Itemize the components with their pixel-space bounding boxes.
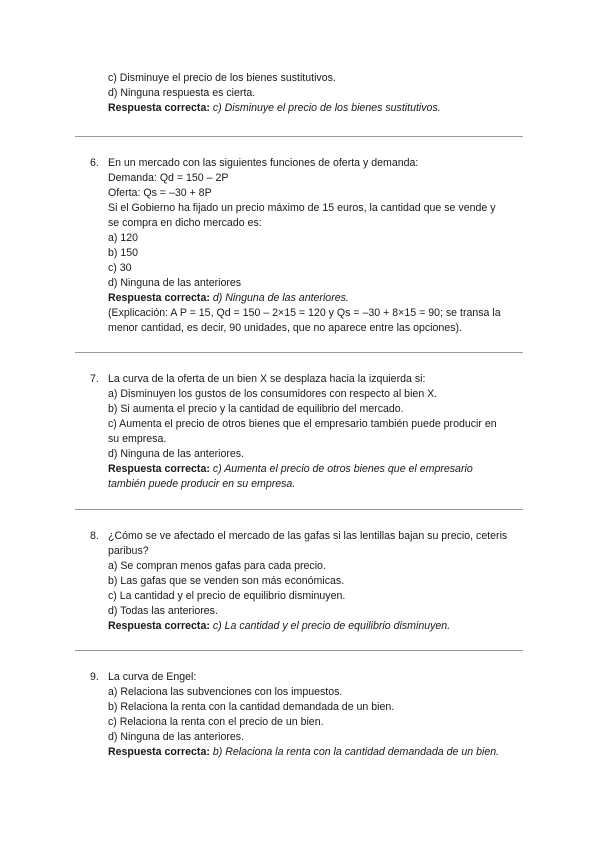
answer-text-cont: [108, 477, 295, 491]
answer-text: c) Aumenta el precio de otros bienes que el empresario: [212, 463, 473, 475]
answer-text: b) Relaciona la renta con la cantidad demandada de un bien.: [212, 746, 500, 758]
divider: [75, 650, 523, 651]
answer-text: también puede producir en su empresa.: [108, 478, 296, 490]
answer-text: c) Disminuye el precio de los bienes sustitutivos.: [212, 102, 441, 114]
question-stem-cont: paribus?: [108, 545, 149, 557]
demand-function: Demanda: Qd = 150 – 2P: [108, 172, 229, 184]
option-c: c) Disminuye el precio de los bienes sustitutivos.: [108, 72, 336, 84]
question-text: Si el Gobierno ha fijado un precio máximo de 15 euros, la cantidad que se vende y: [108, 202, 496, 214]
question-stem: ¿Cómo se ve afectado el mercado de las gafas si las lentillas bajan su precio, ceteris: [108, 530, 508, 542]
question-stem: La curva de la oferta de un bien X se desplaza hacia la izquierda si:: [108, 373, 426, 385]
answer-label: Respuesta correcta:: [108, 746, 210, 758]
correct-answer: [108, 619, 450, 633]
answer-label: Respuesta correcta:: [108, 463, 210, 475]
question-number: 8.: [90, 530, 99, 542]
option-c: c) La cantidad y el precio de equilibrio disminuyen.: [108, 590, 346, 602]
option-a: a) Relaciona las subvenciones con los impuestos.: [108, 686, 343, 698]
question-number: 6.: [90, 157, 99, 169]
explanation: (Explicación: A P = 15, Qd = 150 – 2×15 = 120 y Qs = –30 + 8×15 = 90; se transa la: [108, 307, 501, 319]
option-d: d) Ninguna de las anteriores.: [108, 448, 245, 460]
question-stem: La curva de Engel:: [108, 671, 197, 683]
option-a: a) Se compran menos gafas para cada precio.: [108, 560, 326, 572]
answer-label: Respuesta correcta:: [108, 620, 210, 632]
divider: [75, 509, 523, 510]
option-d: d) Ninguna de las anteriores.: [108, 731, 245, 743]
option-c-cont: su empresa.: [108, 433, 167, 445]
answer-label: Respuesta correcta:: [108, 102, 210, 114]
option-c: c) Relaciona la renta con el precio de un bien.: [108, 716, 324, 728]
option-c: c) 30: [108, 262, 132, 274]
option-d: d) Todas las anteriores.: [108, 605, 218, 617]
correct-answer: [108, 101, 441, 115]
answer-text: d) Ninguna de las anteriores.: [212, 292, 349, 304]
explanation: menor cantidad, es decir, 90 unidades, que no aparece entre las opciones).: [108, 322, 462, 334]
question-number: 7.: [90, 373, 99, 385]
answer-label: Respuesta correcta:: [108, 292, 210, 304]
divider: [75, 352, 523, 353]
question-number: 9.: [90, 671, 99, 683]
option-b: b) Las gafas que se venden son más económicas.: [108, 575, 345, 587]
correct-answer: [108, 291, 349, 305]
option-b: b) 150: [108, 247, 139, 259]
answer-text: c) La cantidad y el precio de equilibrio disminuyen.: [212, 620, 451, 632]
option-b: b) Si aumenta el precio y la cantidad de equilibrio del mercado.: [108, 403, 404, 415]
supply-function: Oferta: Qs = –30 + 8P: [108, 187, 212, 199]
option-a: a) 120: [108, 232, 139, 244]
option-a: a) Disminuyen los gustos de los consumidores con respecto al bien X.: [108, 388, 438, 400]
divider: [75, 136, 523, 137]
question-stem: En un mercado con las siguientes funciones de oferta y demanda:: [108, 157, 419, 169]
correct-answer: [108, 462, 473, 476]
question-text: se compra en dicho mercado es:: [108, 217, 262, 229]
option-b: b) Relaciona la renta con la cantidad demandada de un bien.: [108, 701, 395, 713]
option-d: d) Ninguna de las anteriores: [108, 277, 242, 289]
correct-answer: [108, 745, 499, 759]
option-d: d) Ninguna respuesta es cierta.: [108, 87, 256, 99]
option-c: c) Aumenta el precio de otros bienes que el empresario también puede producir en: [108, 418, 497, 430]
